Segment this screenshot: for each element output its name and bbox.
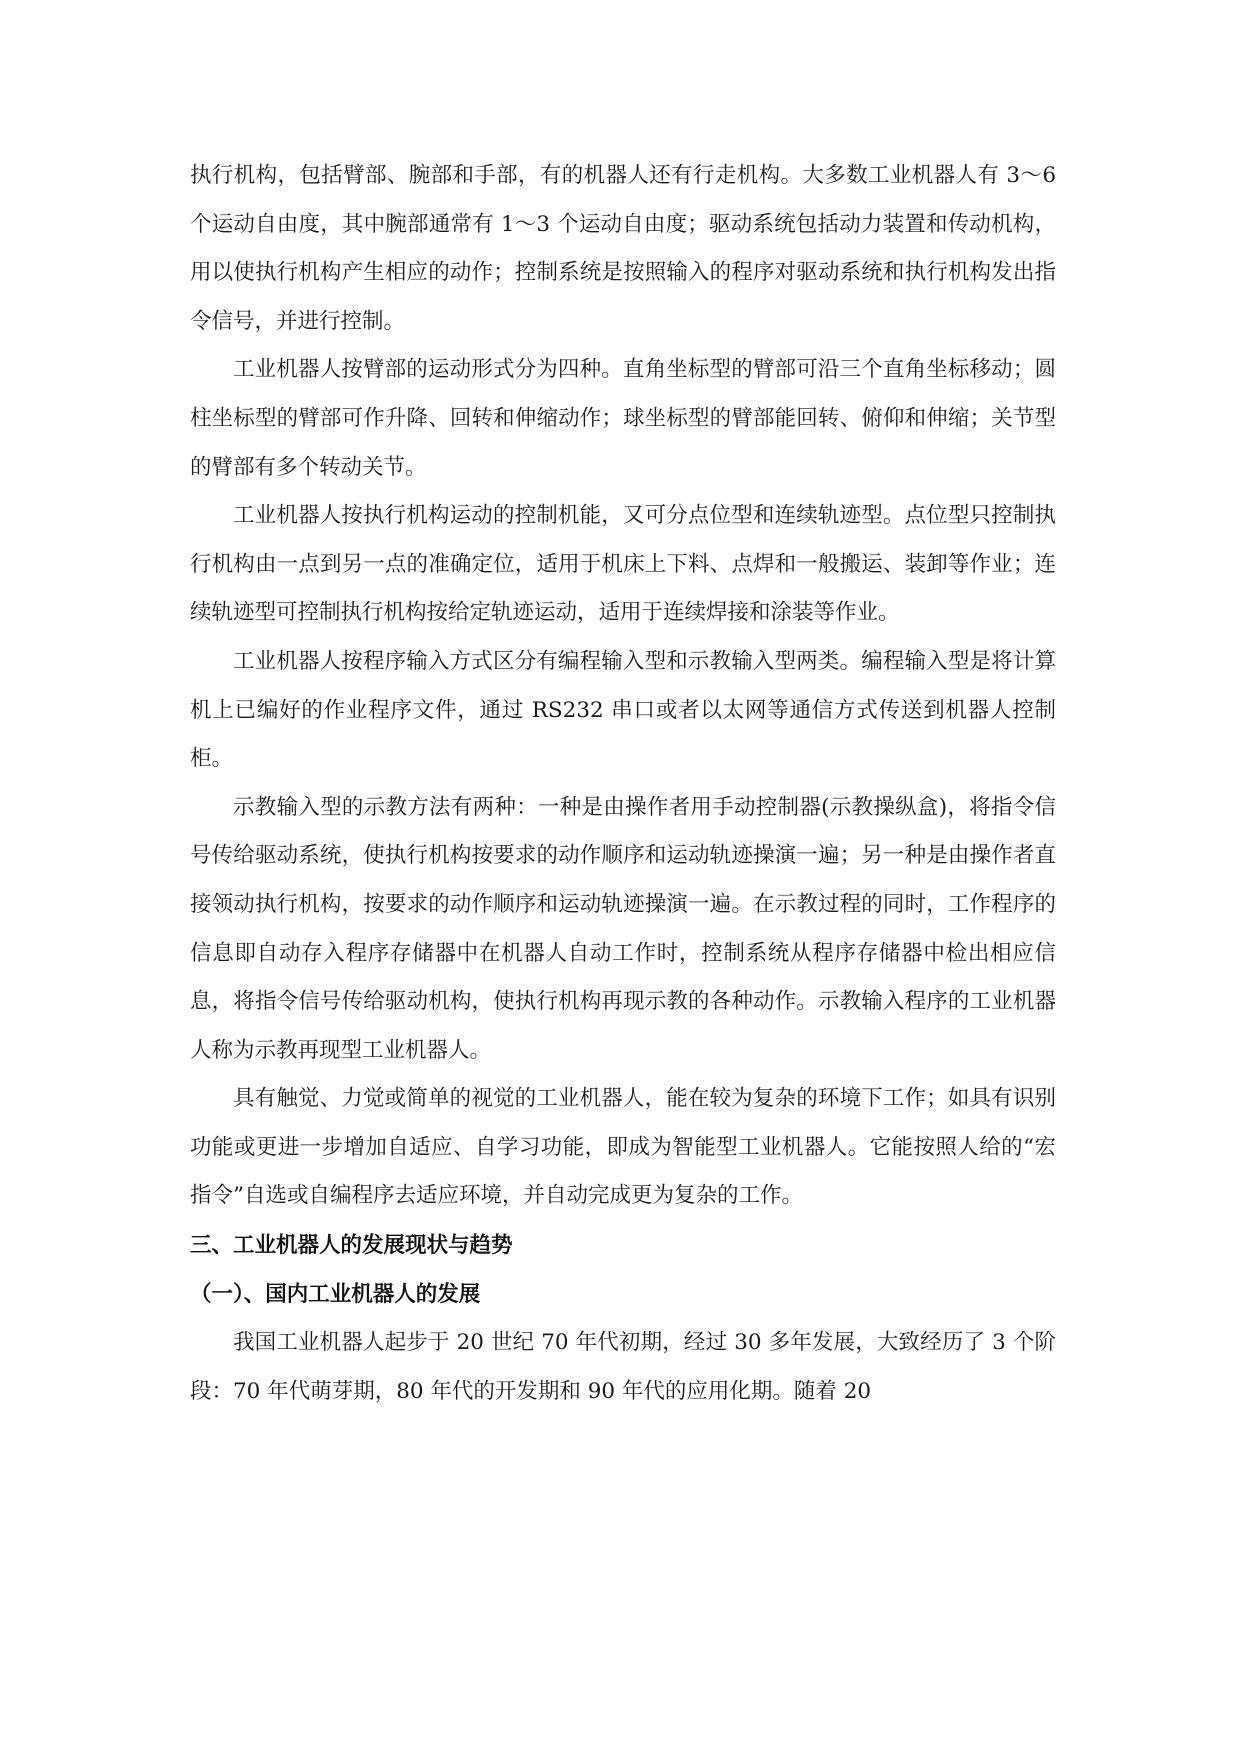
paragraph-control-function: 工业机器人按执行机构运动的控制机能，又可分点位型和连续轨迹型。点位型只控制执行机构由一点到另一点的准确定位，适用于机床上下料、点焊和一般搬运、装卸等作业；连续轨迹型可控制执行机构按给定轨迹运动，适用于连续焊接和涂装等作业。 xyxy=(190,503,1056,626)
paragraph-continuation: 执行机构，包括臂部、腕部和手部，有的机器人还有行走机构。大多数工业机器人有 3～6 个运动自由度，其中腕部通常有 1～3 个运动自由度；驱动系统包括动力装置和传动机构，用以使执行机构产生相应的动作；控制系统是按照输入的程序对驱动系统和执行机构发出指令信号，并进行控制。 xyxy=(190,163,1056,334)
subsection-heading: （一）、国内工业机器人的发展 xyxy=(190,1282,481,1308)
paragraph-arm-motion: 工业机器人按臂部的运动形式分为四种。直角坐标型的臂部可沿三个直角坐标移动；圆柱坐标型的臂部可作升降、回转和伸缩动作；球坐标型的臂部能回转、俯仰和伸缩；关节型的臂部有多个转动关节。 xyxy=(190,357,1056,480)
document-page xyxy=(190,152,1056,1416)
paragraph-teaching-input: 示教输入型的示教方法有两种：一种是由操作者用手动控制器(示教操纵盒)，将指令信号传给驱动系统，使执行机构按要求的动作顺序和运动轨迹操演一遍；另一种是由操作者直接领动执行机构，按要求的动作顺序和运动轨迹操演一遍。在示教过程的同时，工作程序的信息即自动存入程序存储器中在机器人自动工作时，控制系统从程序存储器中检出相应信息，将指令信号传给驱动机构，使执行机构再现示教的各种动作。示教输入程序的工业机器人称为示教再现型工业机器人。 xyxy=(190,794,1056,1063)
paragraph-intelligent-robot: 具有触觉、力觉或简单的视觉的工业机器人，能在较为复杂的环境下工作；如具有识别功能或更进一步增加自适应、自学习功能，即成为智能型工业机器人。它能按照人给的“宏指令”自选或自编程序去适应环境，并自动完成更为复杂的工作。 xyxy=(190,1086,1056,1209)
section-heading: 三、工业机器人的发展现状与趋势 xyxy=(190,1233,513,1259)
paragraph-domestic-development: 我国工业机器人起步于 20 世纪 70 年代初期，经过 30 多年发展，大致经历了 3 个阶段：70 年代萌芽期，80 年代的开发期和 90 年代的应用化期。随着 20 xyxy=(190,1330,1056,1404)
paragraph-program-input: 工业机器人按程序输入方式区分有编程输入型和示教输入型两类。编程输入型是将计算机上已编好的作业程序文件，通过 RS232 串口或者以太网等通信方式传送到机器人控制柜。 xyxy=(190,648,1056,772)
